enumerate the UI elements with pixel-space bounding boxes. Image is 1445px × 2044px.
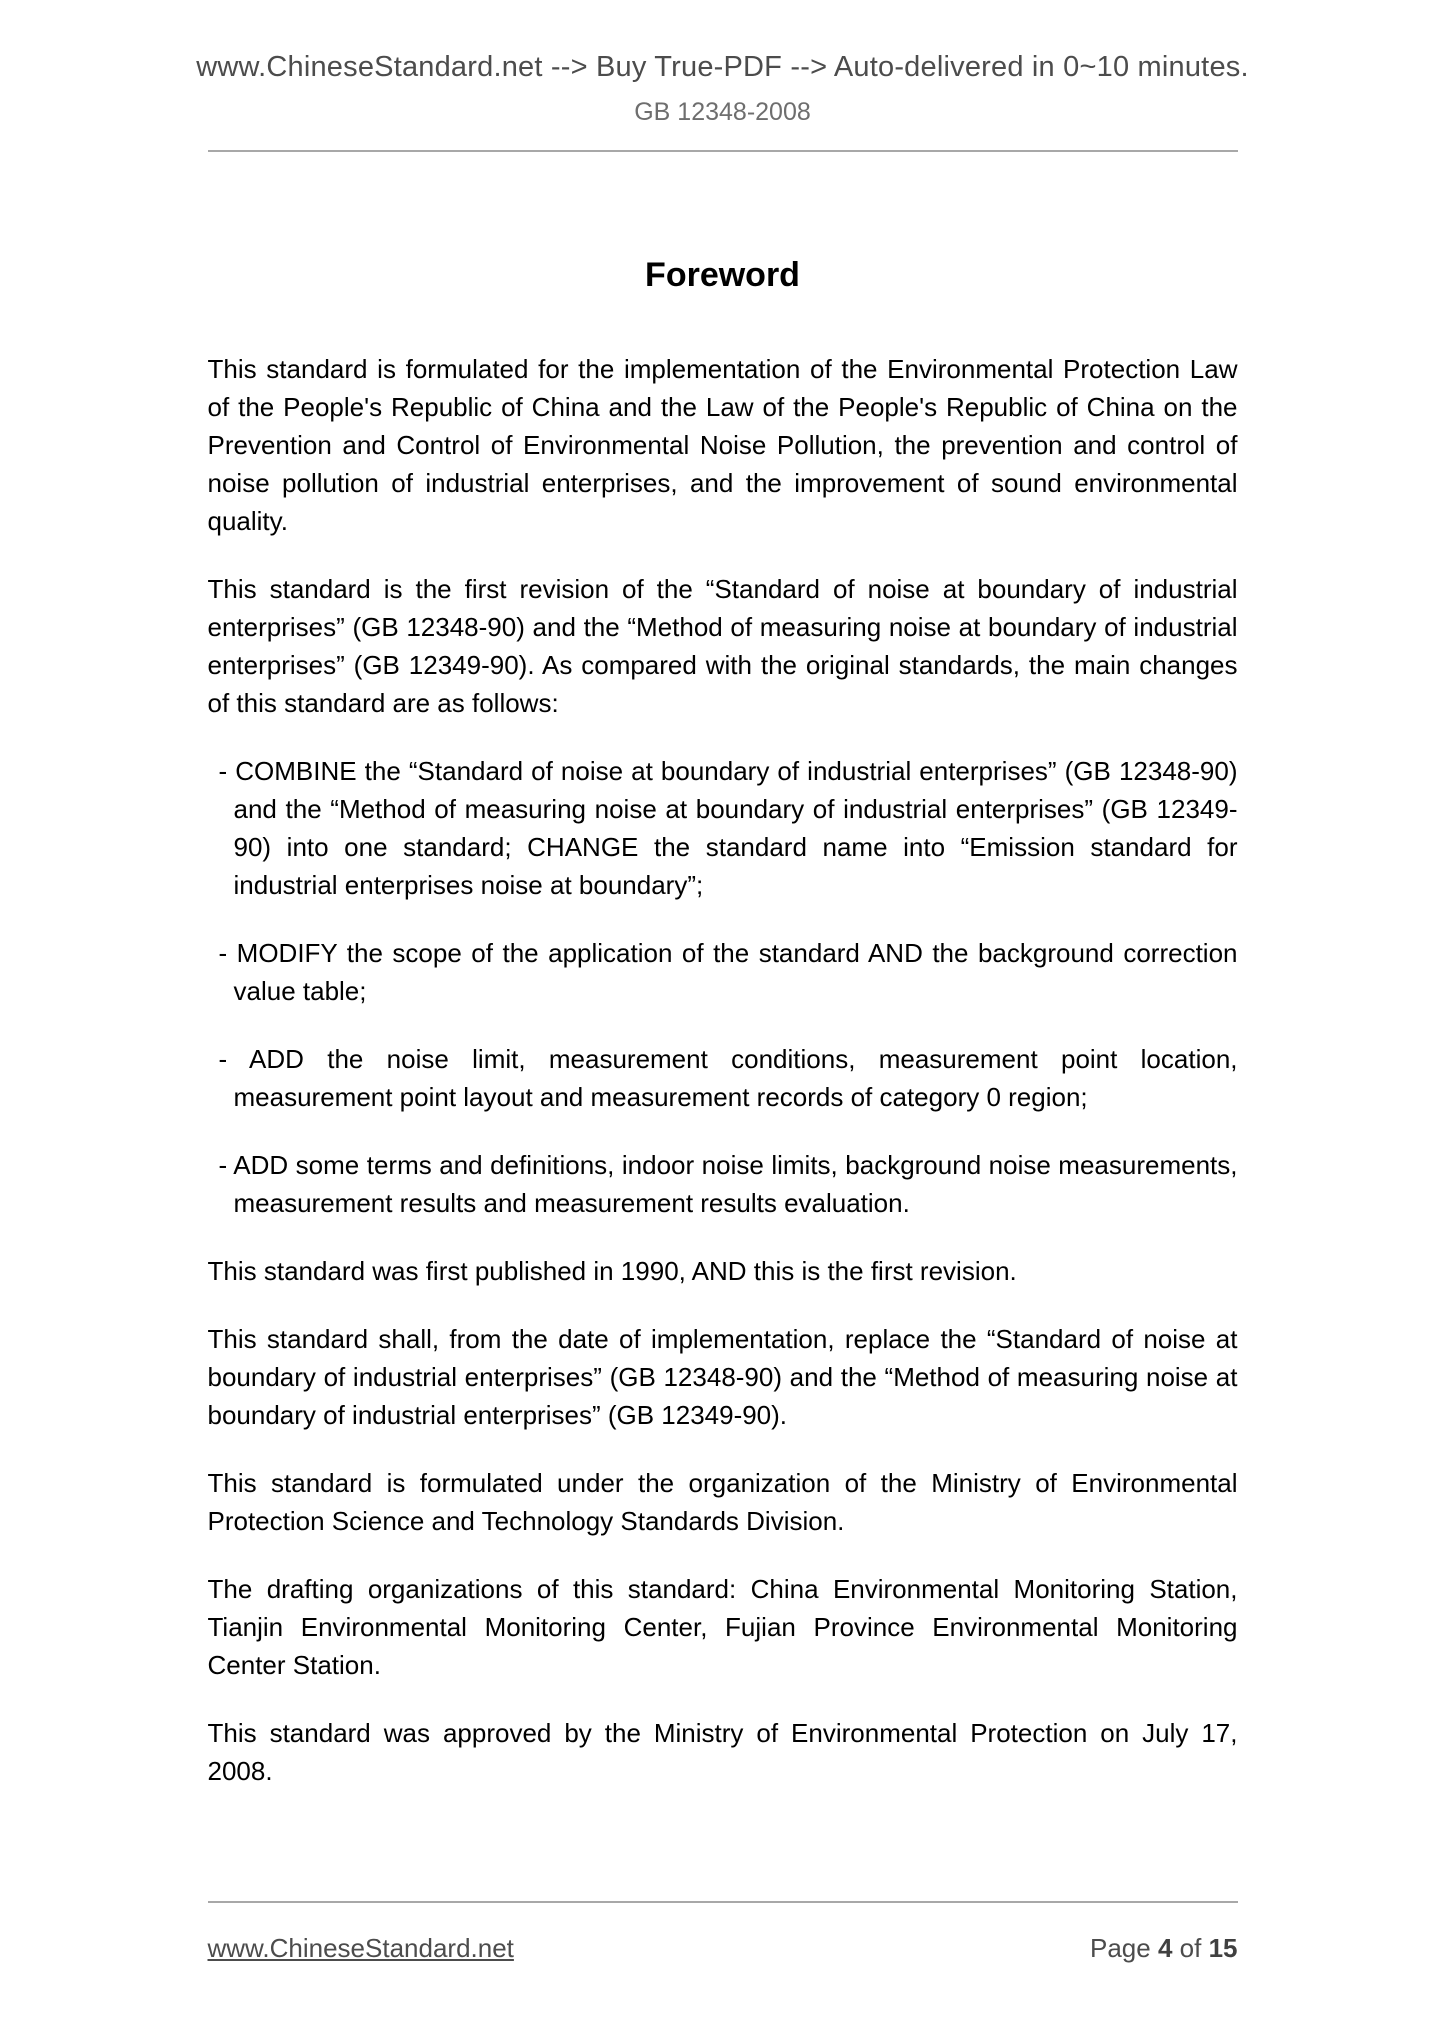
paragraph-approval: This standard was approved by the Ministry of Environmental Protection on July 17, 2008. xyxy=(207,1718,1238,1786)
bullet-text: ADD some terms and definitions, indoor noise limits, background noise measurements, measurement results and measurement results evaluation. xyxy=(233,1150,1238,1218)
footer-site-link[interactable]: www.ChineseStandard.net xyxy=(207,1933,514,1963)
bullet-item-modify xyxy=(208,934,1238,1010)
page-number-indicator xyxy=(1090,1933,1238,1963)
page-label: Page xyxy=(1089,1933,1151,1963)
standard-number: GB 12348-2008 xyxy=(634,98,811,126)
bullet-item-add-terms xyxy=(208,1146,1238,1222)
site-banner: www.ChineseStandard.net --> Buy True-PDF --> Auto-delivered in 0~10 minutes. xyxy=(196,51,1249,83)
document-body xyxy=(208,252,1238,1790)
bullet-marker: - xyxy=(218,1150,228,1180)
bullet-text: ADD the noise limit, measurement conditions, measurement point location, measurement point layout and measurement records of category 0 region; xyxy=(233,1044,1238,1112)
bullet-item-add-limits xyxy=(208,1040,1238,1116)
bullet-marker: - xyxy=(218,938,228,968)
page-header xyxy=(0,0,1445,152)
paragraph-organization: This standard is formulated under the organization of the Ministry of Environmental Protection Science and Technology Standards Division. xyxy=(207,1468,1238,1536)
bullet-marker: - xyxy=(218,1044,228,1074)
footer-row xyxy=(208,1933,1238,1963)
bullet-marker: - xyxy=(218,756,228,786)
footer-divider xyxy=(208,1901,1238,1903)
paragraph-revision: This standard is the first revision of the “Standard of noise at boundary of industrial enterprises” (GB 12348-90) and the “Method of measuring noise at boundary of industrial enterprises” (GB 12349-90). As compared with the original standards, the main changes of this standard are as follows: xyxy=(207,574,1238,718)
header-divider xyxy=(208,150,1238,152)
paragraph-drafting-organizations: The drafting organizations of this standard: China Environmental Monitoring Station, Tianjin Environmental Monitoring Center, Fujian Province Environmental Monitoring Center Station. xyxy=(207,1574,1238,1680)
page-title: Foreword xyxy=(645,256,800,294)
paragraph-intro: This standard is formulated for the implementation of the Environmental Protection Law of the People's Republic of China and the Law of the People's Republic of China on the Prevention and Control of Environmental Noise Pollution, the prevention and control of noise pollution of industrial enterprises, and the improvement of sound environmental quality. xyxy=(207,354,1238,536)
of-label: of xyxy=(1179,1933,1202,1963)
page-total: 15 xyxy=(1208,1933,1238,1963)
bullet-text: COMBINE the “Standard of noise at boundary of industrial enterprises” (GB 12348-90) and the “Method of measuring noise at boundary of industrial enterprises” (GB 12349-90) into one standard; CHANGE the standard name into “Emission standard for industrial enterprises noise at boundary”; xyxy=(233,756,1238,900)
page-current: 4 xyxy=(1157,1933,1173,1963)
paragraph-first-published: This standard was first published in 1990, AND this is the first revision. xyxy=(207,1256,1017,1286)
bullet-item-combine xyxy=(208,752,1238,904)
page-footer xyxy=(208,1901,1238,1963)
paragraph-replacement: This standard shall, from the date of implementation, replace the “Standard of noise at boundary of industrial enterprises” (GB 12348-90) and the “Method of measuring noise at boundary of industrial enterprises” (GB 12349-90). xyxy=(207,1324,1238,1430)
bullet-text: MODIFY the scope of the application of the standard AND the background correction value table; xyxy=(233,938,1238,1006)
